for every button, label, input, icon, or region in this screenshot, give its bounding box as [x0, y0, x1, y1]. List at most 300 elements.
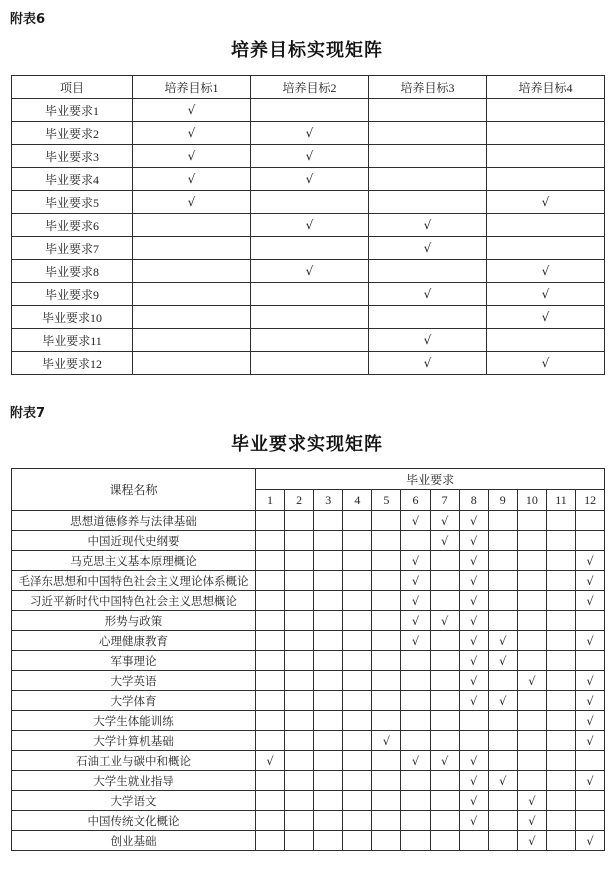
empty-cell	[133, 283, 251, 306]
empty-cell	[285, 651, 314, 671]
table-row	[12, 711, 605, 731]
empty-cell	[430, 831, 459, 851]
check-mark-cell: √	[430, 751, 459, 771]
check-mark-cell: √	[459, 571, 488, 591]
table1-body	[12, 99, 605, 375]
empty-cell	[256, 691, 285, 711]
empty-cell	[343, 731, 372, 751]
empty-cell	[372, 551, 401, 571]
table1-header	[12, 76, 605, 99]
column-header-course-name: 课程名称	[12, 469, 256, 511]
empty-cell	[488, 811, 517, 831]
empty-cell	[343, 771, 372, 791]
column-header-requirement-9: 9	[488, 490, 517, 511]
empty-cell	[314, 651, 343, 671]
empty-cell	[430, 551, 459, 571]
empty-cell	[546, 751, 575, 771]
course-name: 毛泽东思想和中国特色社会主义理论体系概论	[12, 571, 256, 591]
empty-cell	[546, 791, 575, 811]
empty-cell	[517, 771, 546, 791]
check-mark-cell: √	[459, 631, 488, 651]
empty-cell	[369, 260, 487, 283]
column-header-objective-1: 培养目标1	[133, 76, 251, 99]
empty-cell	[546, 631, 575, 651]
empty-cell	[314, 551, 343, 571]
table-row	[12, 671, 605, 691]
empty-cell	[314, 711, 343, 731]
table-row	[12, 260, 605, 283]
empty-cell	[256, 831, 285, 851]
empty-cell	[285, 591, 314, 611]
empty-cell	[343, 691, 372, 711]
empty-cell	[488, 831, 517, 851]
empty-cell	[343, 711, 372, 731]
column-header-requirement-4: 4	[343, 490, 372, 511]
table-row	[12, 731, 605, 751]
empty-cell	[343, 631, 372, 651]
check-mark-cell: √	[517, 831, 546, 851]
empty-cell	[314, 531, 343, 551]
empty-cell	[314, 691, 343, 711]
table-row	[12, 811, 605, 831]
empty-cell	[517, 571, 546, 591]
empty-cell	[343, 811, 372, 831]
empty-cell	[487, 237, 605, 260]
table-row	[12, 191, 605, 214]
empty-cell	[372, 671, 401, 691]
table-row	[12, 283, 605, 306]
empty-cell	[343, 751, 372, 771]
empty-cell	[372, 691, 401, 711]
empty-cell	[430, 671, 459, 691]
check-mark-cell: √	[459, 791, 488, 811]
empty-cell	[372, 791, 401, 811]
column-header-requirement-11: 11	[546, 490, 575, 511]
empty-cell	[256, 771, 285, 791]
empty-cell	[343, 531, 372, 551]
empty-cell	[314, 831, 343, 851]
empty-cell	[285, 731, 314, 751]
table-row	[12, 531, 605, 551]
empty-cell	[251, 237, 369, 260]
check-mark-cell: √	[487, 191, 605, 214]
course-name: 思想道德修养与法律基础	[12, 511, 256, 531]
empty-cell	[546, 591, 575, 611]
course-name: 中国近现代史纲要	[12, 531, 256, 551]
check-mark-cell: √	[576, 731, 605, 751]
check-mark-cell: √	[401, 571, 430, 591]
empty-cell	[576, 811, 605, 831]
table1-header-row	[12, 76, 605, 99]
empty-cell	[285, 751, 314, 771]
empty-cell	[133, 237, 251, 260]
check-mark-cell: √	[488, 651, 517, 671]
empty-cell	[256, 591, 285, 611]
empty-cell	[256, 611, 285, 631]
check-mark-cell: √	[459, 771, 488, 791]
check-mark-cell: √	[517, 791, 546, 811]
empty-cell	[487, 329, 605, 352]
empty-cell	[430, 791, 459, 811]
empty-cell	[488, 791, 517, 811]
check-mark-cell: √	[576, 671, 605, 691]
table-row	[12, 831, 605, 851]
empty-cell	[487, 168, 605, 191]
empty-cell	[401, 671, 430, 691]
empty-cell	[285, 631, 314, 651]
empty-cell	[401, 791, 430, 811]
appendix-label-7: 附表7	[10, 406, 46, 421]
empty-cell	[285, 671, 314, 691]
check-mark-cell: √	[430, 611, 459, 631]
requirement-label: 毕业要求1	[12, 99, 133, 122]
table-row	[12, 651, 605, 671]
check-mark-cell: √	[459, 751, 488, 771]
check-mark-cell: √	[251, 122, 369, 145]
check-mark-cell: √	[401, 551, 430, 571]
check-mark-cell: √	[459, 651, 488, 671]
course-name: 习近平新时代中国特色社会主义思想概论	[12, 591, 256, 611]
empty-cell	[343, 511, 372, 531]
empty-cell	[488, 751, 517, 771]
check-mark-cell: √	[369, 329, 487, 352]
course-name: 创业基础	[12, 831, 256, 851]
check-mark-cell: √	[459, 511, 488, 531]
empty-cell	[401, 691, 430, 711]
table-row	[12, 99, 605, 122]
check-mark-cell: √	[576, 711, 605, 731]
empty-cell	[251, 329, 369, 352]
empty-cell	[487, 214, 605, 237]
empty-cell	[314, 591, 343, 611]
empty-cell	[314, 751, 343, 771]
empty-cell	[369, 168, 487, 191]
empty-cell	[517, 691, 546, 711]
empty-cell	[256, 811, 285, 831]
requirement-label: 毕业要求5	[12, 191, 133, 214]
empty-cell	[430, 631, 459, 651]
empty-cell	[546, 771, 575, 791]
empty-cell	[372, 591, 401, 611]
empty-cell	[401, 811, 430, 831]
empty-cell	[488, 671, 517, 691]
table-row	[12, 214, 605, 237]
check-mark-cell: √	[517, 811, 546, 831]
check-mark-cell: √	[430, 531, 459, 551]
empty-cell	[372, 531, 401, 551]
course-name: 大学生就业指导	[12, 771, 256, 791]
check-mark-cell: √	[459, 531, 488, 551]
empty-cell	[372, 631, 401, 651]
empty-cell	[251, 283, 369, 306]
requirement-label: 毕业要求3	[12, 145, 133, 168]
check-mark-cell: √	[369, 237, 487, 260]
empty-cell	[576, 531, 605, 551]
empty-cell	[256, 551, 285, 571]
empty-cell	[285, 791, 314, 811]
check-mark-cell: √	[488, 631, 517, 651]
table-row	[12, 551, 605, 571]
table-row	[12, 691, 605, 711]
empty-cell	[372, 771, 401, 791]
empty-cell	[576, 651, 605, 671]
empty-cell	[517, 511, 546, 531]
column-header-requirement-12: 12	[576, 490, 605, 511]
check-mark-cell: √	[576, 631, 605, 651]
column-header-requirements-group: 毕业要求	[256, 469, 605, 490]
course-name: 马克思主义基本原理概论	[12, 551, 256, 571]
check-mark-cell: √	[133, 168, 251, 191]
empty-cell	[285, 811, 314, 831]
column-header-item: 项目	[12, 76, 133, 99]
check-mark-cell: √	[459, 691, 488, 711]
check-mark-cell: √	[401, 611, 430, 631]
check-mark-cell: √	[459, 591, 488, 611]
check-mark-cell: √	[133, 191, 251, 214]
empty-cell	[372, 811, 401, 831]
course-name: 中国传统文化概论	[12, 811, 256, 831]
empty-cell	[256, 511, 285, 531]
empty-cell	[314, 571, 343, 591]
appendix-label-6: 附表6	[10, 12, 46, 27]
training-objectives-matrix-table	[11, 75, 605, 375]
requirement-label: 毕业要求10	[12, 306, 133, 329]
empty-cell	[285, 691, 314, 711]
empty-cell	[343, 611, 372, 631]
empty-cell	[314, 731, 343, 751]
table-row	[12, 511, 605, 531]
check-mark-cell: √	[487, 283, 605, 306]
check-mark-cell: √	[488, 771, 517, 791]
table2-header	[12, 469, 605, 511]
column-header-requirement-6: 6	[401, 490, 430, 511]
check-mark-cell: √	[256, 751, 285, 771]
empty-cell	[488, 571, 517, 591]
empty-cell	[488, 551, 517, 571]
empty-cell	[314, 611, 343, 631]
table2-body	[12, 511, 605, 851]
empty-cell	[576, 611, 605, 631]
empty-cell	[488, 731, 517, 751]
empty-cell	[256, 571, 285, 591]
check-mark-cell: √	[459, 811, 488, 831]
table-row	[12, 771, 605, 791]
column-header-requirement-2: 2	[285, 490, 314, 511]
check-mark-cell: √	[133, 99, 251, 122]
empty-cell	[488, 511, 517, 531]
requirement-label: 毕业要求4	[12, 168, 133, 191]
course-name: 大学英语	[12, 671, 256, 691]
table-row	[12, 791, 605, 811]
column-header-objective-3: 培养目标3	[369, 76, 487, 99]
empty-cell	[401, 771, 430, 791]
empty-cell	[517, 611, 546, 631]
check-mark-cell: √	[401, 631, 430, 651]
empty-cell	[372, 751, 401, 771]
empty-cell	[314, 791, 343, 811]
empty-cell	[343, 671, 372, 691]
check-mark-cell: √	[459, 671, 488, 691]
empty-cell	[401, 731, 430, 751]
empty-cell	[517, 711, 546, 731]
check-mark-cell: √	[401, 511, 430, 531]
empty-cell	[369, 99, 487, 122]
check-mark-cell: √	[251, 145, 369, 168]
table-row	[12, 329, 605, 352]
check-mark-cell: √	[576, 691, 605, 711]
empty-cell	[430, 691, 459, 711]
empty-cell	[256, 671, 285, 691]
empty-cell	[369, 191, 487, 214]
check-mark-cell: √	[576, 551, 605, 571]
column-header-requirement-8: 8	[459, 490, 488, 511]
table-row	[12, 751, 605, 771]
graduation-requirements-matrix-table	[11, 468, 605, 851]
empty-cell	[343, 591, 372, 611]
empty-cell	[430, 711, 459, 731]
empty-cell	[314, 771, 343, 791]
empty-cell	[285, 531, 314, 551]
empty-cell	[517, 751, 546, 771]
course-name: 石油工业与碳中和概论	[12, 751, 256, 771]
empty-cell	[372, 651, 401, 671]
check-mark-cell: √	[251, 214, 369, 237]
empty-cell	[546, 811, 575, 831]
check-mark-cell: √	[459, 611, 488, 631]
course-name: 形势与政策	[12, 611, 256, 631]
check-mark-cell: √	[576, 831, 605, 851]
empty-cell	[487, 122, 605, 145]
table-row	[12, 168, 605, 191]
empty-cell	[372, 511, 401, 531]
course-name: 大学生体能训练	[12, 711, 256, 731]
check-mark-cell: √	[430, 511, 459, 531]
table-row	[12, 237, 605, 260]
empty-cell	[251, 306, 369, 329]
empty-cell	[487, 145, 605, 168]
empty-cell	[343, 551, 372, 571]
empty-cell	[546, 571, 575, 591]
empty-cell	[285, 711, 314, 731]
empty-cell	[369, 145, 487, 168]
empty-cell	[285, 611, 314, 631]
table-row	[12, 591, 605, 611]
table-row	[12, 611, 605, 631]
table-row	[12, 122, 605, 145]
requirement-label: 毕业要求8	[12, 260, 133, 283]
column-header-requirement-1: 1	[256, 490, 285, 511]
empty-cell	[372, 571, 401, 591]
empty-cell	[343, 571, 372, 591]
empty-cell	[459, 831, 488, 851]
empty-cell	[314, 811, 343, 831]
empty-cell	[133, 352, 251, 375]
check-mark-cell: √	[488, 691, 517, 711]
empty-cell	[343, 831, 372, 851]
empty-cell	[133, 306, 251, 329]
empty-cell	[401, 831, 430, 851]
course-name: 军事理论	[12, 651, 256, 671]
empty-cell	[369, 306, 487, 329]
column-header-objective-4: 培养目标4	[487, 76, 605, 99]
empty-cell	[285, 831, 314, 851]
check-mark-cell: √	[401, 751, 430, 771]
empty-cell	[517, 551, 546, 571]
empty-cell	[546, 531, 575, 551]
check-mark-cell: √	[576, 771, 605, 791]
check-mark-cell: √	[369, 283, 487, 306]
empty-cell	[285, 771, 314, 791]
table-row	[12, 352, 605, 375]
course-name: 大学计算机基础	[12, 731, 256, 751]
empty-cell	[546, 611, 575, 631]
table2-header-row-1	[12, 469, 605, 490]
empty-cell	[546, 711, 575, 731]
empty-cell	[430, 571, 459, 591]
table-row	[12, 145, 605, 168]
empty-cell	[430, 591, 459, 611]
check-mark-cell: √	[372, 731, 401, 751]
empty-cell	[430, 771, 459, 791]
empty-cell	[430, 811, 459, 831]
empty-cell	[314, 511, 343, 531]
empty-cell	[488, 591, 517, 611]
empty-cell	[517, 631, 546, 651]
empty-cell	[251, 99, 369, 122]
empty-cell	[576, 751, 605, 771]
table-row	[12, 631, 605, 651]
empty-cell	[517, 591, 546, 611]
empty-cell	[430, 731, 459, 751]
empty-cell	[133, 214, 251, 237]
empty-cell	[459, 711, 488, 731]
empty-cell	[576, 511, 605, 531]
check-mark-cell: √	[517, 671, 546, 691]
empty-cell	[343, 791, 372, 811]
empty-cell	[401, 711, 430, 731]
empty-cell	[401, 651, 430, 671]
empty-cell	[372, 711, 401, 731]
empty-cell	[256, 791, 285, 811]
table-row	[12, 571, 605, 591]
empty-cell	[546, 831, 575, 851]
requirement-label: 毕业要求6	[12, 214, 133, 237]
empty-cell	[546, 511, 575, 531]
empty-cell	[488, 531, 517, 551]
check-mark-cell: √	[251, 168, 369, 191]
check-mark-cell: √	[576, 591, 605, 611]
empty-cell	[546, 731, 575, 751]
empty-cell	[517, 731, 546, 751]
check-mark-cell: √	[487, 352, 605, 375]
empty-cell	[546, 651, 575, 671]
empty-cell	[401, 531, 430, 551]
table-row	[12, 306, 605, 329]
course-name: 大学语文	[12, 791, 256, 811]
check-mark-cell: √	[459, 551, 488, 571]
empty-cell	[133, 260, 251, 283]
empty-cell	[285, 511, 314, 531]
empty-cell	[517, 651, 546, 671]
empty-cell	[256, 711, 285, 731]
empty-cell	[372, 831, 401, 851]
check-mark-cell: √	[369, 214, 487, 237]
check-mark-cell: √	[401, 591, 430, 611]
check-mark-cell: √	[251, 260, 369, 283]
empty-cell	[369, 122, 487, 145]
empty-cell	[459, 731, 488, 751]
requirement-label: 毕业要求12	[12, 352, 133, 375]
